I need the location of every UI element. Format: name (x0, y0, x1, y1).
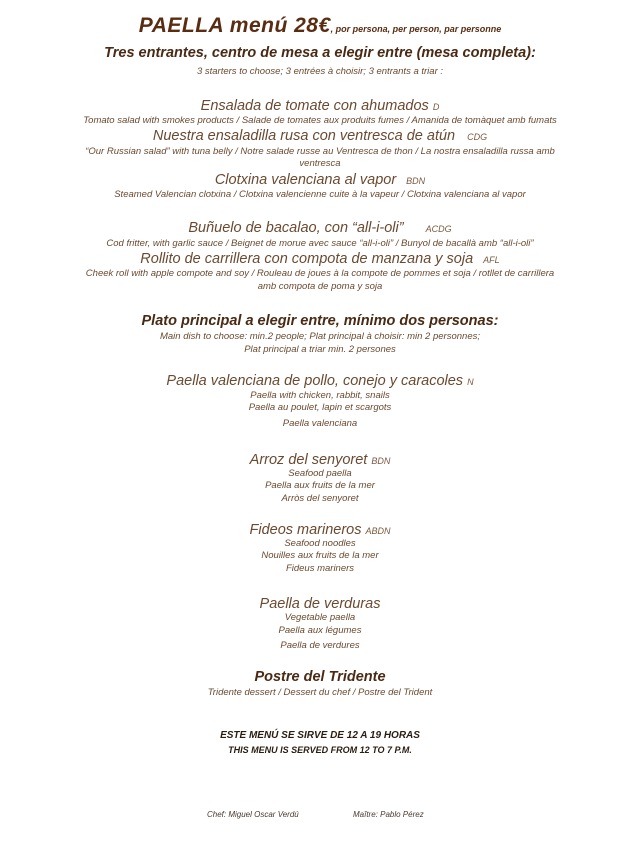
starter-name: Rollito de carrillera con compota de manzana y soja (140, 251, 474, 267)
allergen-code: BDN (371, 456, 391, 466)
starter-desc: amb compota de poma y soja (257, 281, 383, 292)
menu-title-row (0, 14, 640, 38)
allergen-code: CDG (467, 132, 488, 142)
menu-title: PAELLA menú 28€ (138, 14, 331, 37)
hours-spanish: ESTE MENÚ SE SIRVE DE 12 A 19 HORAS (220, 730, 420, 741)
main-4-name-row (0, 595, 640, 613)
starter-name: Buñuelo de bacalao, con “all-i-oli” (188, 220, 404, 236)
price-note: , por persona, per person, par personne (330, 24, 502, 34)
starter-5-name-row (0, 250, 640, 269)
starter-desc: ventresca (299, 158, 341, 169)
maitre-signature: Maître: Pablo Pérez (353, 810, 424, 819)
dessert-heading: Postre del Tridente (254, 669, 386, 685)
starter-2-name-row (0, 127, 640, 146)
allergen-code: BDN (406, 176, 426, 186)
starter-1-name-row (0, 97, 640, 116)
main-dish-desc: Paella au poulet, lapin et scargots (248, 402, 392, 413)
main-dish-desc: Paella de verdures (280, 640, 360, 651)
main-dish-desc: Nouilles aux fruits de la mer (261, 550, 379, 561)
starter-desc: Cod fritter, with garlic sauce / Beignet de morue avec sauce “all-i-oli” / Bunyol de bacallà amb “all-i-oli” (106, 238, 534, 249)
allergen-code: N (467, 377, 474, 387)
main-dish-desc: Paella aux légumes (278, 625, 362, 636)
main-dish-desc: Arròs del senyoret (281, 493, 359, 504)
starter-desc: Tomato salad with smokes products / Salade de tomates aux produits fumes / Amanida de tomàquet amb fumats (83, 115, 557, 126)
main-dish-desc: Paella aux fruits de la mer (265, 480, 375, 491)
main-dish-name: Paella valenciana de pollo, conejo y caracoles (166, 373, 464, 389)
main-dish-desc: Paella with chicken, rabbit, snails (250, 390, 390, 401)
starters-heading: Tres entrantes, centro de mesa a elegir entre (mesa completa): (104, 45, 536, 61)
starter-name: Nuestra ensaladilla rusa con ventresca de atún (152, 128, 456, 144)
allergen-code: ACDG (425, 224, 452, 234)
starter-desc: “Our Russian salad” with tuna belly / Notre salade russe au Ventresca de thon / La nostra ensaladilla russa amb (85, 146, 555, 157)
chef-signature: Chef: Miguel Oscar Verdú (207, 810, 299, 819)
starter-4-name-row (0, 219, 640, 238)
main-heading: Plato principal a elegir entre, mínimo dos personas: (141, 313, 499, 329)
starter-desc: Steamed Valencian clotxina / Clotxina valencienne cuite à la vapeur / Clotxina valenciana al vapor (114, 189, 526, 200)
main-dish-name: Arroz del senyoret (249, 452, 368, 468)
starter-desc: Cheek roll with apple compote and soy / Rouleau de joues à la compote de pommes et soja / rotllet de carrillera (85, 268, 555, 279)
main-dish-name: Fideos marineros (249, 522, 362, 538)
main-1-name-row (0, 372, 640, 391)
starters-subheading: 3 starters to choose; 3 entrées à choisir; 3 entrants a triar : (196, 66, 444, 77)
main-dish-desc: Seafood noodles (284, 538, 356, 549)
main-dish-desc: Fideus mariners (285, 563, 355, 574)
starter-name: Ensalada de tomate con ahumados (200, 98, 429, 114)
main-dish-desc: Paella valenciana (282, 418, 358, 429)
main-dish-desc: Vegetable paella (284, 612, 356, 623)
main-dish-desc: Seafood paella (288, 468, 352, 479)
main-subheading: Main dish to choose: min.2 people; Plat principal à choisir: min 2 personnes; (159, 331, 480, 342)
allergen-code: D (432, 102, 440, 112)
hours-english: THIS MENU IS SERVED FROM 12 TO 7 P.M. (228, 745, 412, 755)
main-dish-name: Paella de verduras (259, 596, 381, 612)
starter-3-name-row (0, 171, 640, 190)
main-subheading: Plat principal a triar min. 2 persones (244, 344, 396, 355)
dessert-desc: Tridente dessert / Dessert du chef / Postre del Trident (207, 687, 433, 698)
starter-name: Clotxina valenciana al vapor (214, 172, 397, 188)
allergen-code: ABDN (365, 526, 391, 536)
allergen-code: AFL (483, 255, 500, 265)
